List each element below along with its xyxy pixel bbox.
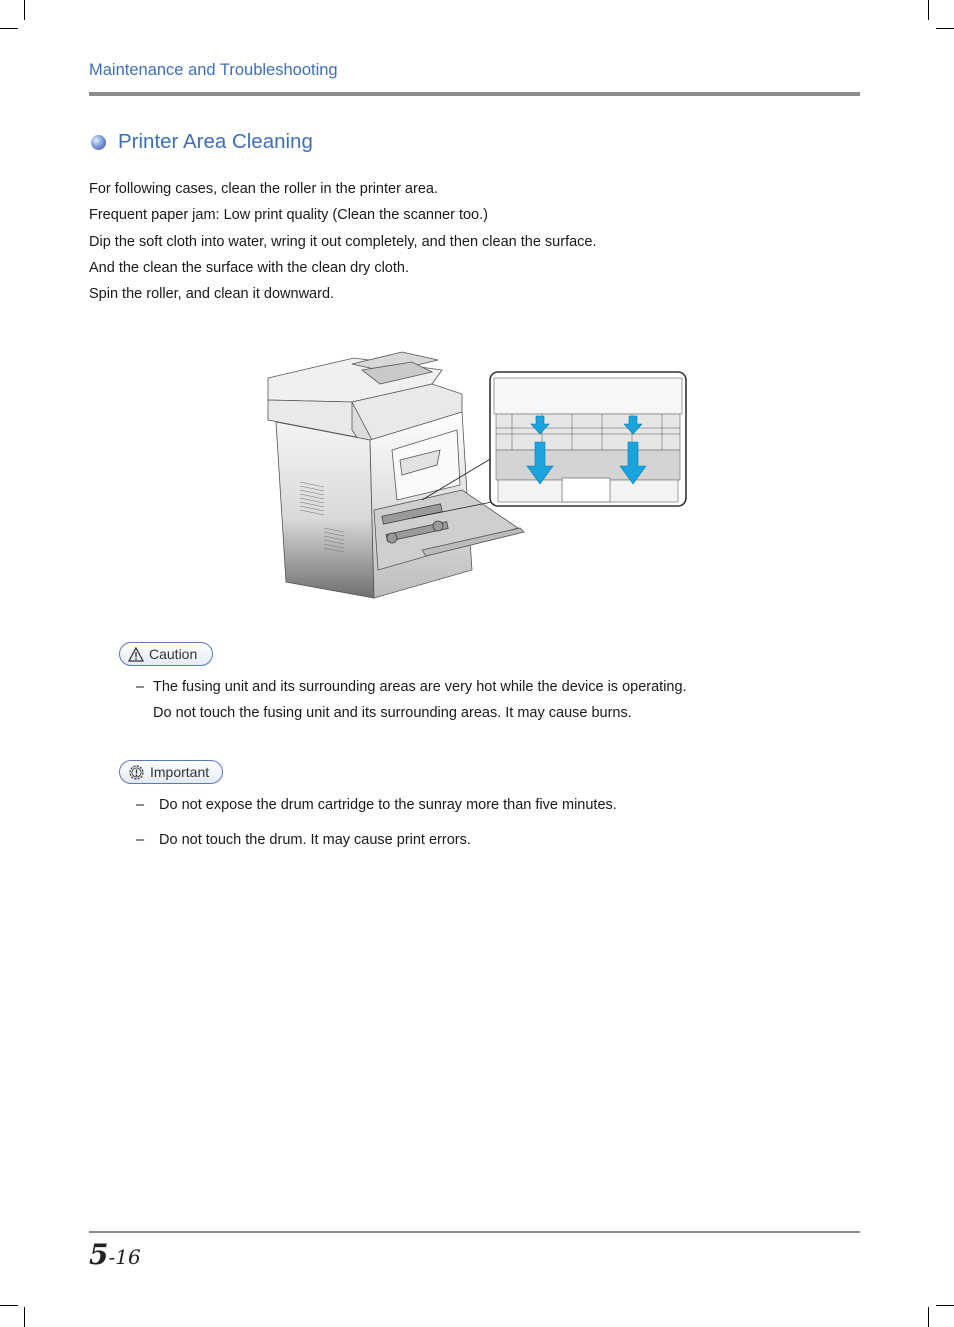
crop-mark — [936, 1305, 954, 1306]
crop-mark — [928, 0, 929, 20]
section-heading — [91, 130, 313, 154]
page-number — [89, 1238, 141, 1271]
crop-mark — [0, 1305, 18, 1306]
section-title: Printer Area Cleaning — [118, 130, 313, 153]
running-header: Maintenance and Troubleshooting — [89, 61, 338, 79]
list-dash: – — [136, 797, 145, 813]
printer-illustration — [262, 350, 690, 602]
caution-text: The fusing unit and its surrounding areas are very hot while the device is operating. — [153, 679, 687, 695]
roller-detail-inset — [490, 372, 686, 506]
caution-text: Do not touch the fusing unit and its surrounding areas. It may cause burns. — [153, 705, 632, 721]
important-item: Do not touch the drum. It may cause print errors. — [159, 832, 471, 848]
sphere-bullet-icon — [91, 135, 106, 150]
crop-mark — [0, 28, 18, 29]
instruction-line: For following cases, clean the roller in the printer area. — [89, 181, 438, 197]
instructions — [89, 176, 597, 307]
instruction-line: Frequent paper jam: Low print quality (Clean the scanner too.) — [89, 207, 488, 224]
instruction-line: Spin the roller, and clean it downward. — [89, 286, 335, 303]
crop-mark — [24, 1307, 25, 1327]
instruction-line: And the clean the surface with the clean dry cloth. — [89, 259, 409, 276]
caution-label: Caution — [149, 646, 198, 662]
important-badge — [119, 760, 223, 784]
page-index: -16 — [108, 1245, 141, 1269]
warning-triangle-icon — [128, 647, 144, 662]
list-dash: – — [136, 679, 145, 695]
footer-rule — [89, 1231, 860, 1233]
chapter-number: 5 — [89, 1238, 109, 1271]
crop-mark — [936, 28, 954, 29]
list-dash: – — [136, 832, 145, 848]
exclamation-gear-icon — [128, 764, 145, 781]
header-rule — [89, 92, 860, 96]
important-label: Important — [150, 764, 210, 780]
instruction-line: Dip the soft cloth into water, wring it out completely, and then clean the surface. — [89, 233, 597, 250]
caution-badge — [119, 642, 213, 666]
important-item: Do not expose the drum cartridge to the sunray more than five minutes. — [159, 797, 617, 813]
crop-mark — [928, 1307, 929, 1327]
printer-body — [268, 352, 524, 598]
crop-mark — [24, 0, 25, 20]
